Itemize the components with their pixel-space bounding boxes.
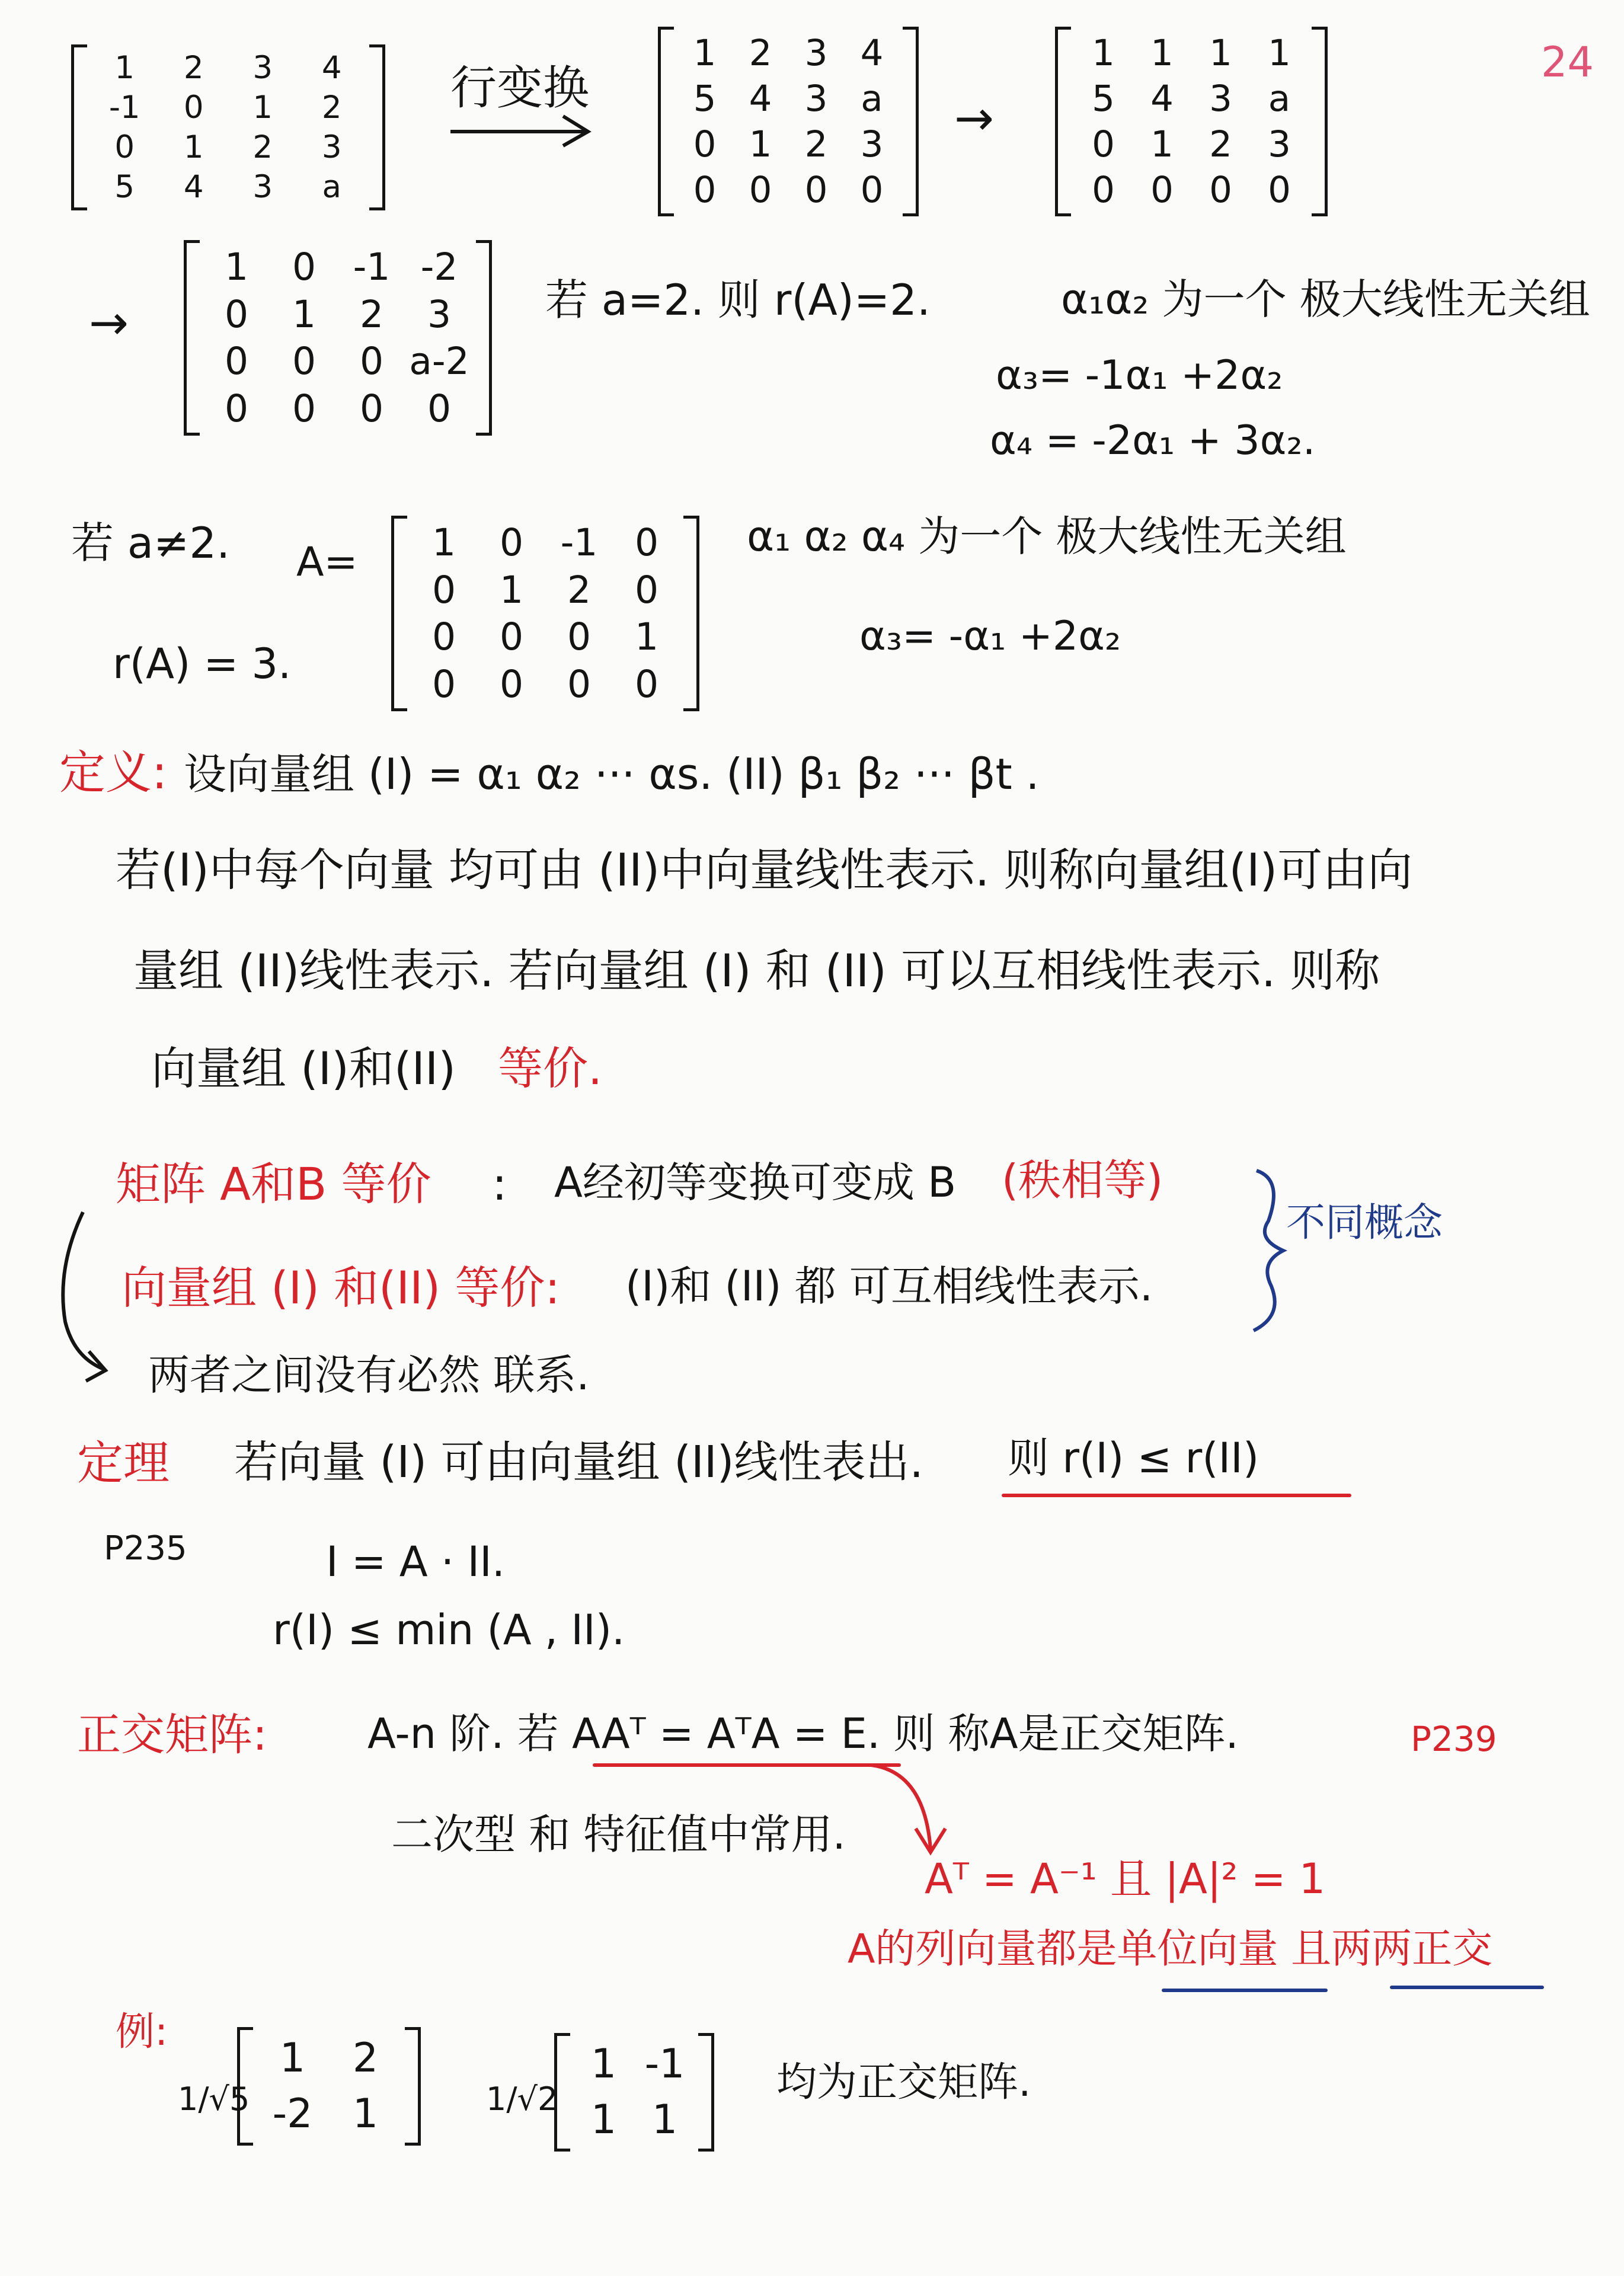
matrix-cell: 0 [749, 169, 772, 211]
column-vectors-note [848, 1926, 1493, 1973]
row-ops-label: 行变换 [450, 62, 590, 115]
example-matrix-1 [237, 2027, 421, 2146]
right-bracket [698, 2033, 714, 2152]
matrix-cell: -2 [272, 2090, 313, 2137]
matrix-cell: 2 [1209, 123, 1232, 165]
matrix-cell: 0 [1092, 169, 1115, 211]
matrix-cell: -2 [420, 245, 458, 289]
matrix-cell: 0 [183, 89, 204, 126]
matrix-cell: 0 [499, 662, 524, 706]
matrix-cell: 1 [1092, 32, 1115, 74]
matrix-cell: 0 [567, 615, 592, 659]
matrix-cell: 3 [804, 78, 828, 120]
definition-equivalent: 等价. [498, 1042, 603, 1095]
case-a2-eq1: α₃= -1α₁ +2α₂ [996, 352, 1283, 399]
matrix-cell: 1 [590, 2041, 617, 2088]
matrix-cell: 2 [749, 32, 772, 74]
case-a2-eq2: α₄ = -2α₁ + 3α₂. [990, 417, 1316, 464]
matrix-cell: 2 [352, 2035, 379, 2082]
page-ref-235: P235 [104, 1529, 187, 1568]
matrix-cell: 1 [1150, 32, 1174, 74]
matrix-cell: 4 [749, 78, 772, 120]
matrix-cell: 4 [1150, 78, 1174, 120]
matrix-cell: 3 [860, 123, 884, 165]
matrix-cell: 1 [114, 50, 135, 86]
orthogonal-pair-underline [1390, 1986, 1544, 1989]
vector-equiv-label: 向量组 (I) 和(II) 等价: [122, 1261, 560, 1314]
right-bracket [405, 2027, 421, 2146]
matrix-cell: a [322, 169, 341, 205]
case-a2-condition: 若 a=2. 则 r(A)=2. [545, 275, 931, 325]
definition-line2: 量组 (II)线性表示. 若向量组 (I) 和 (II) 可以互相线性表示. 则称 [133, 944, 1380, 997]
arrow-1: → [954, 91, 995, 146]
left-bracket [237, 2027, 253, 2146]
matrix-cell: 0 [804, 169, 828, 211]
matrix-cell: -1 [353, 245, 391, 289]
matrix-equiv-label: 矩阵 A和B 等价 [116, 1158, 431, 1210]
matrix-cell: 1 [1209, 32, 1232, 74]
matrix-cell: 3 [804, 32, 828, 74]
matrix-cell: 1 [224, 245, 249, 289]
theorem-text: 若向量 (I) 可由向量组 (II)线性表出. [234, 1437, 924, 1488]
matrix-cell: 3 [252, 50, 273, 86]
matrix-cell: 0 [860, 169, 884, 211]
matrix-cell: 2 [567, 568, 592, 612]
matrix-cell: 0 [1150, 169, 1174, 211]
case-a2-basis: α₁α₂ 为一个 极大线性无关组 [1061, 275, 1590, 324]
vector-equiv-text: (I)和 (II) 都 可互相线性表示. [625, 1262, 1153, 1310]
matrix-cell: 1 [634, 615, 659, 659]
matrix-cell: 2 [359, 292, 384, 336]
matrix-cell: 1 [693, 32, 717, 74]
matrix-cell: 0 [431, 568, 456, 612]
matrix-cell: 0 [1092, 123, 1115, 165]
example-matrix-2 [554, 2033, 714, 2152]
matrix-cell: 1 [651, 2096, 678, 2143]
matrix-cell: 0 [427, 386, 452, 430]
matrix-cell: 5 [693, 78, 717, 120]
matrix-cell: 0 [114, 129, 135, 165]
column-vectors-text: A的列向量都是 [848, 1926, 1117, 1973]
matrix-cell: 1 [292, 292, 317, 336]
matrix-cell: 1 [1268, 32, 1291, 74]
matrix-equiv-rank: (秩相等) [1002, 1155, 1163, 1205]
matrix-cell: 1 [1150, 123, 1174, 165]
page-ref-239: P239 [1411, 1719, 1497, 1759]
example-conclusion: 均为正交矩阵. [776, 2059, 1031, 2106]
left-bracket [554, 2033, 570, 2152]
equation-rank-min: r(I) ≤ min (A , II). [273, 1606, 625, 1654]
matrix-cell: 0 [1209, 169, 1232, 211]
matrix-cell: 0 [499, 521, 524, 565]
definition-line3: 向量组 (I)和(II) [151, 1042, 456, 1095]
definition-line0: 设向量组 (I) = α₁ α₂ ··· αs. (II) β₁ β₂ ··· βt . [184, 749, 1040, 799]
matrix-cell: 0 [1268, 169, 1291, 211]
matrix-cell: 0 [634, 662, 659, 706]
orthogonal-definition: A-n 阶. 若 AAᵀ = AᵀA = E. 则 称A是正交矩阵. [367, 1709, 1239, 1758]
matrix-cell: 2 [183, 50, 204, 86]
theorem-label: 定理 [77, 1437, 170, 1490]
example-coef-1: 1/√5 [178, 2080, 250, 2118]
matrix-cell: 0 [431, 615, 456, 659]
matrix-cell: -1 [108, 89, 140, 126]
matrix-cell: 0 [224, 340, 249, 383]
example-coef-2: 1/√2 [486, 2080, 558, 2118]
matrix-cell: 0 [634, 568, 659, 612]
matrix-cell: 0 [292, 340, 317, 383]
matrix-cell: 0 [499, 615, 524, 659]
matrix-cell: 3 [252, 169, 273, 205]
matrix-cell: 3 [427, 292, 452, 336]
and-text: 且两 [1278, 1926, 1372, 1973]
matrix-cell: 1 [590, 2096, 617, 2143]
matrix-cell: 1 [431, 521, 456, 565]
case-not2-eq: α₃= -α₁ +2α₂ [859, 613, 1121, 660]
matrix-cell: 2 [804, 123, 828, 165]
matrix-cell: 2 [252, 129, 273, 165]
matrix-cell: 4 [860, 32, 884, 74]
matrix-cell: 1 [749, 123, 772, 165]
unit-vector-underline [1162, 1989, 1328, 1992]
matrix-cell: 3 [1268, 123, 1291, 165]
page-number: 24 [1541, 38, 1594, 87]
matrix-cell: 4 [183, 169, 204, 205]
matrix-cell: 3 [321, 129, 342, 165]
matrix-cell: 0 [693, 169, 717, 211]
case-not2-condition: 若 a≠2. [71, 518, 231, 568]
matrix-cell: -1 [560, 521, 598, 565]
a-equals-label: A= [296, 539, 358, 586]
definition-label: 定义: [59, 746, 168, 800]
matrix-cell: 4 [321, 50, 342, 86]
matrix-cell: 5 [1092, 78, 1115, 120]
matrix-cell: a [861, 78, 883, 120]
matrix-cell: a [1268, 78, 1291, 120]
unit-vector-text: 单位向量 [1117, 1926, 1278, 1973]
matrix-cell: 1 [279, 2035, 306, 2082]
matrix-cell: 0 [634, 521, 659, 565]
arrow-2: → [89, 295, 129, 350]
matrix-cell: 0 [431, 662, 456, 706]
matrix-equiv-colon: : [492, 1158, 507, 1210]
case-not2-basis: α₁ α₂ α₄ 为一个 极大线性无关组 [747, 512, 1347, 561]
orthogonal-label: 正交矩阵: [77, 1709, 267, 1760]
matrix-cell: 5 [114, 169, 135, 205]
matrix-cell: 3 [1209, 78, 1232, 120]
matrix-cell: 0 [359, 386, 384, 430]
example-label: 例: [116, 2009, 168, 2054]
matrix-cell: 1 [352, 2090, 379, 2137]
different-concepts-note: 不同概念 [1286, 1200, 1443, 1245]
matrix-grid [573, 2037, 695, 2148]
usage-note: 二次型 和 特征值中常用. [391, 1810, 846, 1859]
matrix-cell: 1 [252, 89, 273, 126]
matrix-cell: 0 [292, 386, 317, 430]
matrix-cell: 0 [567, 662, 592, 706]
matrix-grid [256, 2031, 402, 2142]
pairwise-orthogonal-text: 两正交 [1372, 1926, 1493, 1973]
matrix-cell: 0 [224, 386, 249, 430]
no-link-note: 两者之间没有必然 联系. [148, 1351, 590, 1399]
matrix-cell: 0 [693, 123, 717, 165]
matrix-cell: a-2 [409, 340, 469, 383]
rank-three: r(A) = 3. [113, 640, 292, 688]
definition-line1: 若(I)中每个向量 均可由 (II)中向量线性表示. 则称向量组(I)可由向 [116, 843, 1413, 896]
orthogonal-property: Aᵀ = A⁻¹ 且 |A|² = 1 [925, 1855, 1326, 1903]
matrix-cell: 2 [321, 89, 342, 126]
matrix-cell: 1 [499, 568, 524, 612]
theorem-result: 则 r(I) ≤ r(II) [1008, 1434, 1259, 1482]
matrix-cell: -1 [644, 2041, 685, 2088]
matrix-cell: 0 [292, 245, 317, 289]
matrix-cell: 0 [359, 340, 384, 383]
equation-i-a-ii: I = A · II. [326, 1537, 505, 1586]
matrix-equiv-text: A经初等变换可变成 B [554, 1158, 957, 1207]
matrix-cell: 1 [183, 129, 204, 165]
matrix-cell: 0 [224, 292, 249, 336]
